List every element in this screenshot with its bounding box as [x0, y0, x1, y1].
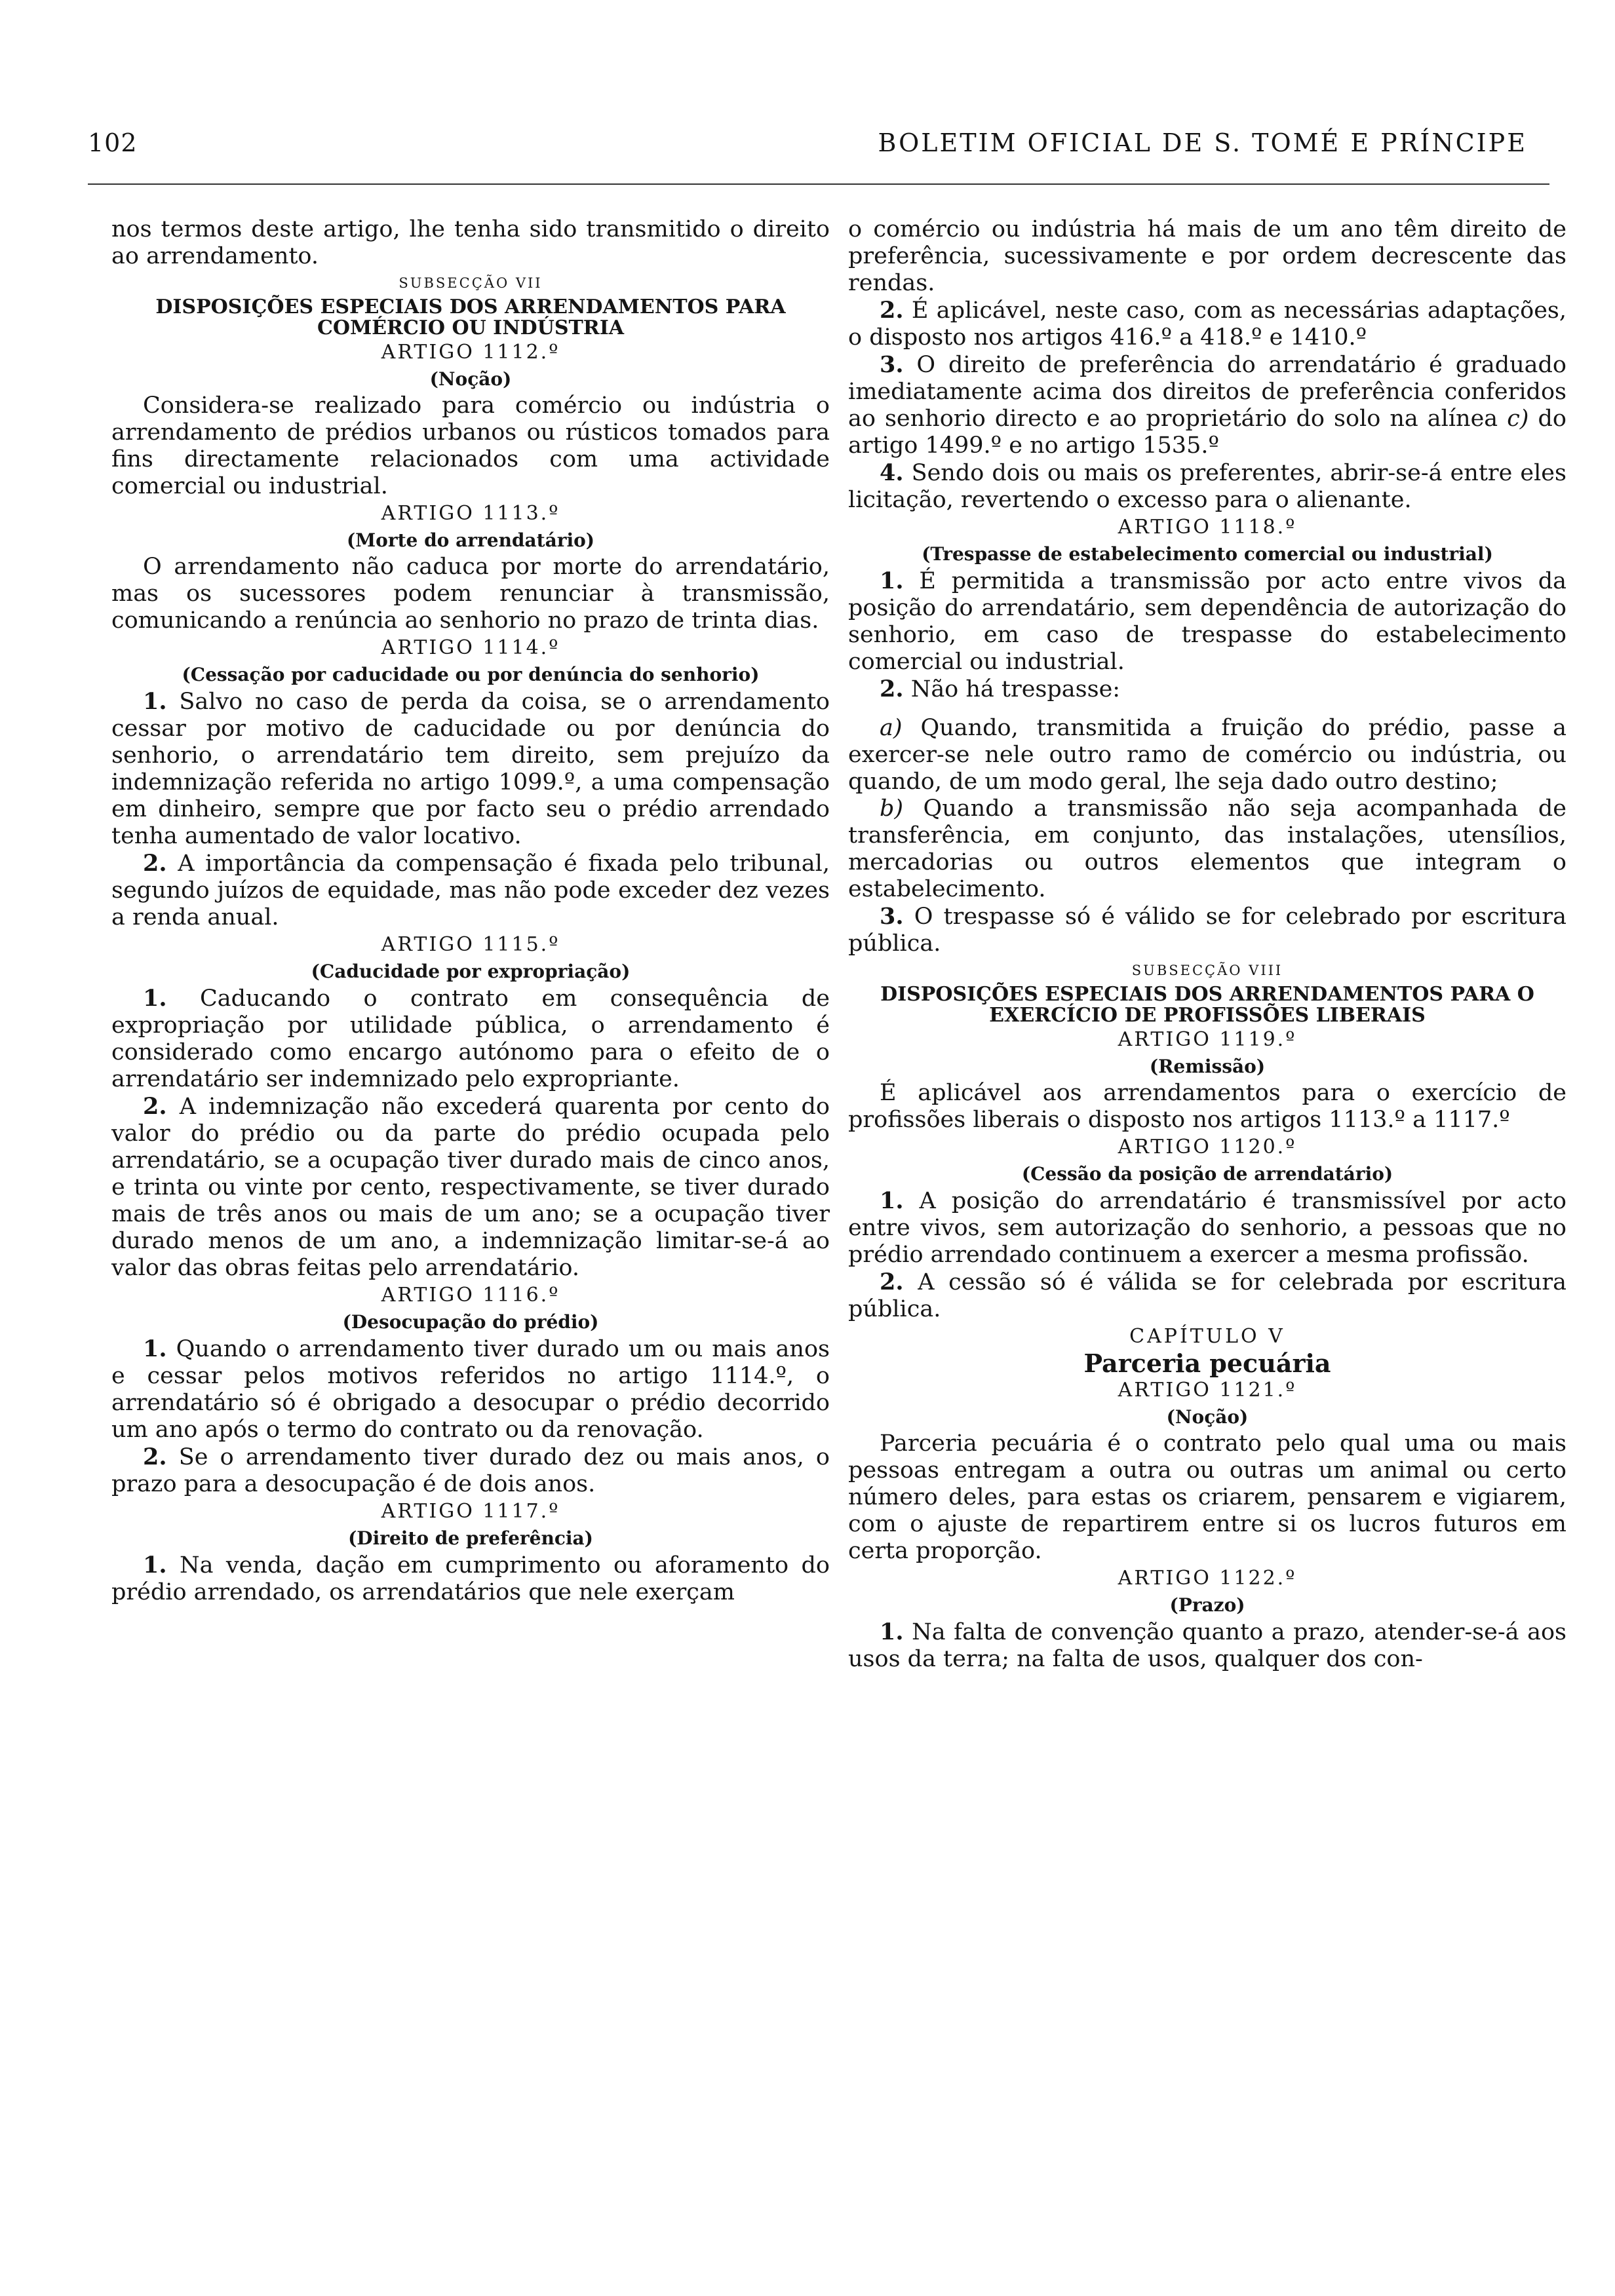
article-heading-1120: ARTIGO 1120.º — [1118, 1136, 1297, 1158]
article-item-1117-2 — [848, 297, 1566, 351]
item-text: Se o arrendamento tiver durado dez ou mais anos, o prazo para a desocupação é de dois anos. — [111, 1444, 830, 1497]
item-number: 1. — [880, 567, 904, 594]
item-text: Quando o arrendamento tiver durado um ou mais anos e cessar pelos motivos referidos no artigo 1114.º, o arrendatário só é obrigado a desocupar o prédio decorrido um ano após o termo do contrato ou da renovação. — [111, 1336, 830, 1443]
article-item-1115-2 — [111, 1093, 830, 1282]
section-title: DISPOSIÇÕES ESPECIAIS DOS ARRENDAMENTOS PARA COMÉRCIO OU INDÚSTRIA — [155, 296, 786, 339]
article-heading-1119: ARTIGO 1119.º — [1118, 1028, 1297, 1051]
article-item-1117-4 — [848, 459, 1566, 514]
article-item-1117-1 — [111, 1552, 830, 1606]
paragraph-continued: o comércio ou indústria há mais de um ano têm direito de preferência, sucessivamente e por ordem decrescente das rendas. — [848, 216, 1566, 296]
chapter-title: Parceria pecuária — [1083, 1349, 1331, 1378]
item-text: Não há trespasse: — [910, 676, 1121, 702]
paragraph-continued: nos termos deste artigo, lhe tenha sido transmitido o direito ao arrendamento. — [111, 216, 830, 269]
item-letter: a) — [880, 715, 903, 741]
article-item-1118-1 — [848, 567, 1566, 676]
article-heading-1121: ARTIGO 1121.º — [1118, 1379, 1297, 1402]
article-rubric-1113: (Morte do arrendatário) — [346, 529, 595, 551]
article-heading-1117: ARTIGO 1117.º — [381, 1500, 560, 1523]
article-rubric-1118: (Trespasse de estabelecimento comercial ou industrial) — [922, 543, 1493, 565]
article-text-1113: O arrendamento não caduca por morte do arrendatário, mas os sucessores podem renunciar à transmissão, comunicando a renúncia ao senhorio no prazo de trinta dias. — [111, 554, 830, 634]
article-text-1119: É aplicável aos arrendamentos para o exercício de profissões liberais o disposto nos artigos 1113.º a 1117.º — [848, 1080, 1566, 1133]
right-column — [848, 216, 1566, 1673]
article-item-1116-1 — [111, 1335, 830, 1444]
article-heading-1118: ARTIGO 1118.º — [1118, 516, 1297, 539]
item-text: O direito de preferência do arrendatário é graduado imediatamente acima dos direitos de preferência conferidos ao senhorio directo e ao proprietário do solo na alínea — [848, 352, 1566, 432]
page-header — [88, 128, 1527, 187]
item-number: 2. — [143, 1444, 167, 1470]
item-number: 1. — [143, 1335, 167, 1362]
article-item-1116-2 — [111, 1444, 830, 1498]
article-item-1117-3 — [848, 351, 1566, 459]
left-column — [111, 216, 830, 1606]
article-rubric-1121: (Noção) — [1166, 1406, 1249, 1428]
item-text: A cessão só é válida se for celebrada por escritura pública. — [848, 1269, 1566, 1322]
item-text: Caducando o contrato em consequência de expropriação por utilidade pública, o arrendamento é considerado como encargo autónomo para o efeito de o arrendatário ser indemnizado pelo expropriante. — [111, 985, 830, 1092]
article-item-1120-2 — [848, 1269, 1566, 1323]
item-number: 1. — [143, 985, 167, 1012]
item-number: 3. — [880, 351, 904, 378]
article-heading-1115: ARTIGO 1115.º — [381, 933, 560, 956]
item-number: 1. — [880, 1618, 904, 1645]
item-number: 1. — [880, 1187, 904, 1214]
article-rubric-1119: (Remissão) — [1149, 1056, 1266, 1077]
item-text: A importância da compensação é fixada pelo tribunal, segundo juízos de equidade, mas não pode exceder dez vezes a renda anual. — [111, 851, 830, 930]
item-text: É aplicável, neste caso, com as necessárias adaptações, o disposto nos artigos 416.º a 418.º e 1410.º — [848, 297, 1566, 351]
subsection-label: SUBSECÇÃO VII — [399, 275, 543, 291]
article-heading-1116: ARTIGO 1116.º — [381, 1284, 560, 1307]
article-rubric-1112: (Noção) — [429, 368, 512, 390]
item-number: 4. — [880, 459, 904, 486]
article-heading-1122: ARTIGO 1122.º — [1118, 1567, 1297, 1590]
item-text: Quando a transmissão não seja acompanhada de transferência, em conjunto, das instalações, utensílios, mercadorias ou outros elementos que integram o estabelecimento. — [848, 795, 1566, 902]
item-text: do artigo 1499.º e no artigo 1535.º — [848, 406, 1566, 459]
item-text: É permitida a transmissão por acto entre vivos da posição do arrendatário, sem dependência de autorização do senhorio, em caso de trespasse do estabelecimento comercial ou industrial. — [848, 568, 1566, 675]
item-text: A indemnização não excederá quarenta por cento do valor do prédio ou da parte do prédio ocupada pelo arrendatário, se a ocupação tiver durado mais de cinco anos, e trinta ou vinte por cento, respectivamente, se tiver durado mais de três anos ou mais de um ano; se a ocupação tiver durado menos de um ano, a indemnização limitar-se-á ao valor das obras feitas pelo arrendatário. — [111, 1094, 830, 1281]
article-item-1122-1 — [848, 1618, 1566, 1673]
article-item-1118-2 — [848, 676, 1566, 703]
article-item-1118-b — [848, 795, 1566, 903]
item-letter: c) — [1507, 406, 1529, 432]
item-number: 2. — [143, 850, 167, 877]
item-number: 2. — [143, 1093, 167, 1120]
chapter-heading: CAPÍTULO V — [1129, 1325, 1285, 1348]
article-rubric-1120: (Cessão da posição de arrendatário) — [1021, 1163, 1393, 1185]
item-text: Na falta de convenção quanto a prazo, atender-se-á aos usos da terra; na falta de usos, qualquer dos con- — [848, 1619, 1566, 1672]
item-text: Sendo dois ou mais os preferentes, abrir-se-á entre eles licitação, revertendo o excesso para o alienante. — [848, 460, 1566, 513]
article-item-1114-2 — [111, 850, 830, 931]
item-text: Salvo no caso de perda da coisa, se o arrendamento cessar por motivo de caducidade ou por denúncia do senhorio, o arrendatário tem direito, sem prejuízo da indemnização referida no artigo 1099.º, a uma compensação em dinheiro, sempre que por facto seu o prédio arrendado tenha aumentado de valor locativo. — [111, 689, 830, 849]
article-text-1121: Parceria pecuária é o contrato pelo qual uma ou mais pessoas entregam a outra ou outras um animal ou certo número deles, para estas os criarem, pensarem e vigiarem, com o ajuste de repartirem entre si os lucros futuros em certa proporção. — [848, 1430, 1566, 1564]
item-number: 1. — [143, 688, 167, 715]
article-heading-1114: ARTIGO 1114.º — [381, 636, 560, 659]
article-item-1115-1 — [111, 985, 830, 1093]
article-item-1120-1 — [848, 1187, 1566, 1269]
article-text-1112: Considera-se realizado para comércio ou indústria o arrendamento de prédios urbanos ou rústicos tomados para fins directamente relacionados com uma actividade comercial ou industrial. — [111, 392, 830, 499]
article-item-1118-a — [848, 715, 1566, 795]
article-rubric-1115: (Caducidade por expropriação) — [311, 961, 631, 982]
item-number: 2. — [880, 297, 904, 324]
subsection-label: SUBSECÇÃO VIII — [1131, 963, 1283, 978]
article-rubric-1122: (Prazo) — [1169, 1594, 1245, 1616]
item-number: 2. — [880, 676, 904, 702]
item-text: Quando, transmitida a fruição do prédio, passe a exercer-se nele outro ramo de comércio ou indústria, ou quando, de um modo geral, lhe seja dado outro destino; — [848, 715, 1566, 795]
article-item-1114-1 — [111, 688, 830, 850]
header-rule — [88, 183, 1549, 185]
item-text: A posição do arrendatário é transmissível por acto entre vivos, sem autorização do senhorio, a pessoas que no prédio arrendado continuem a exercer a mesma profissão. — [848, 1188, 1566, 1268]
item-number: 3. — [880, 903, 904, 930]
item-number: 1. — [143, 1552, 167, 1578]
article-rubric-1117: (Direito de preferência) — [348, 1527, 593, 1549]
article-rubric-1116: (Desocupação do prédio) — [342, 1311, 599, 1333]
item-text: O trespasse só é válido se for celebrado por escritura pública. — [848, 904, 1566, 957]
article-heading-1112: ARTIGO 1112.º — [381, 341, 560, 364]
article-rubric-1114: (Cessação por caducidade ou por denúncia do senhorio) — [182, 664, 760, 685]
item-text: Na venda, dação em cumprimento ou aforamento do prédio arrendado, os arrendatários que nele exerçam — [111, 1552, 830, 1605]
page-number: 102 — [88, 128, 138, 157]
item-letter: b) — [880, 795, 904, 822]
section-title: DISPOSIÇÕES ESPECIAIS DOS ARRENDAMENTOS PARA O EXERCÍCIO DE PROFISSÕES LIBERAIS — [880, 983, 1534, 1027]
item-number: 2. — [880, 1269, 904, 1295]
journal-title: BOLETIM OFICIAL DE S. TOMÉ E PRÍNCIPE — [878, 128, 1527, 157]
article-heading-1113: ARTIGO 1113.º — [381, 502, 560, 525]
article-item-1118-3 — [848, 903, 1566, 957]
